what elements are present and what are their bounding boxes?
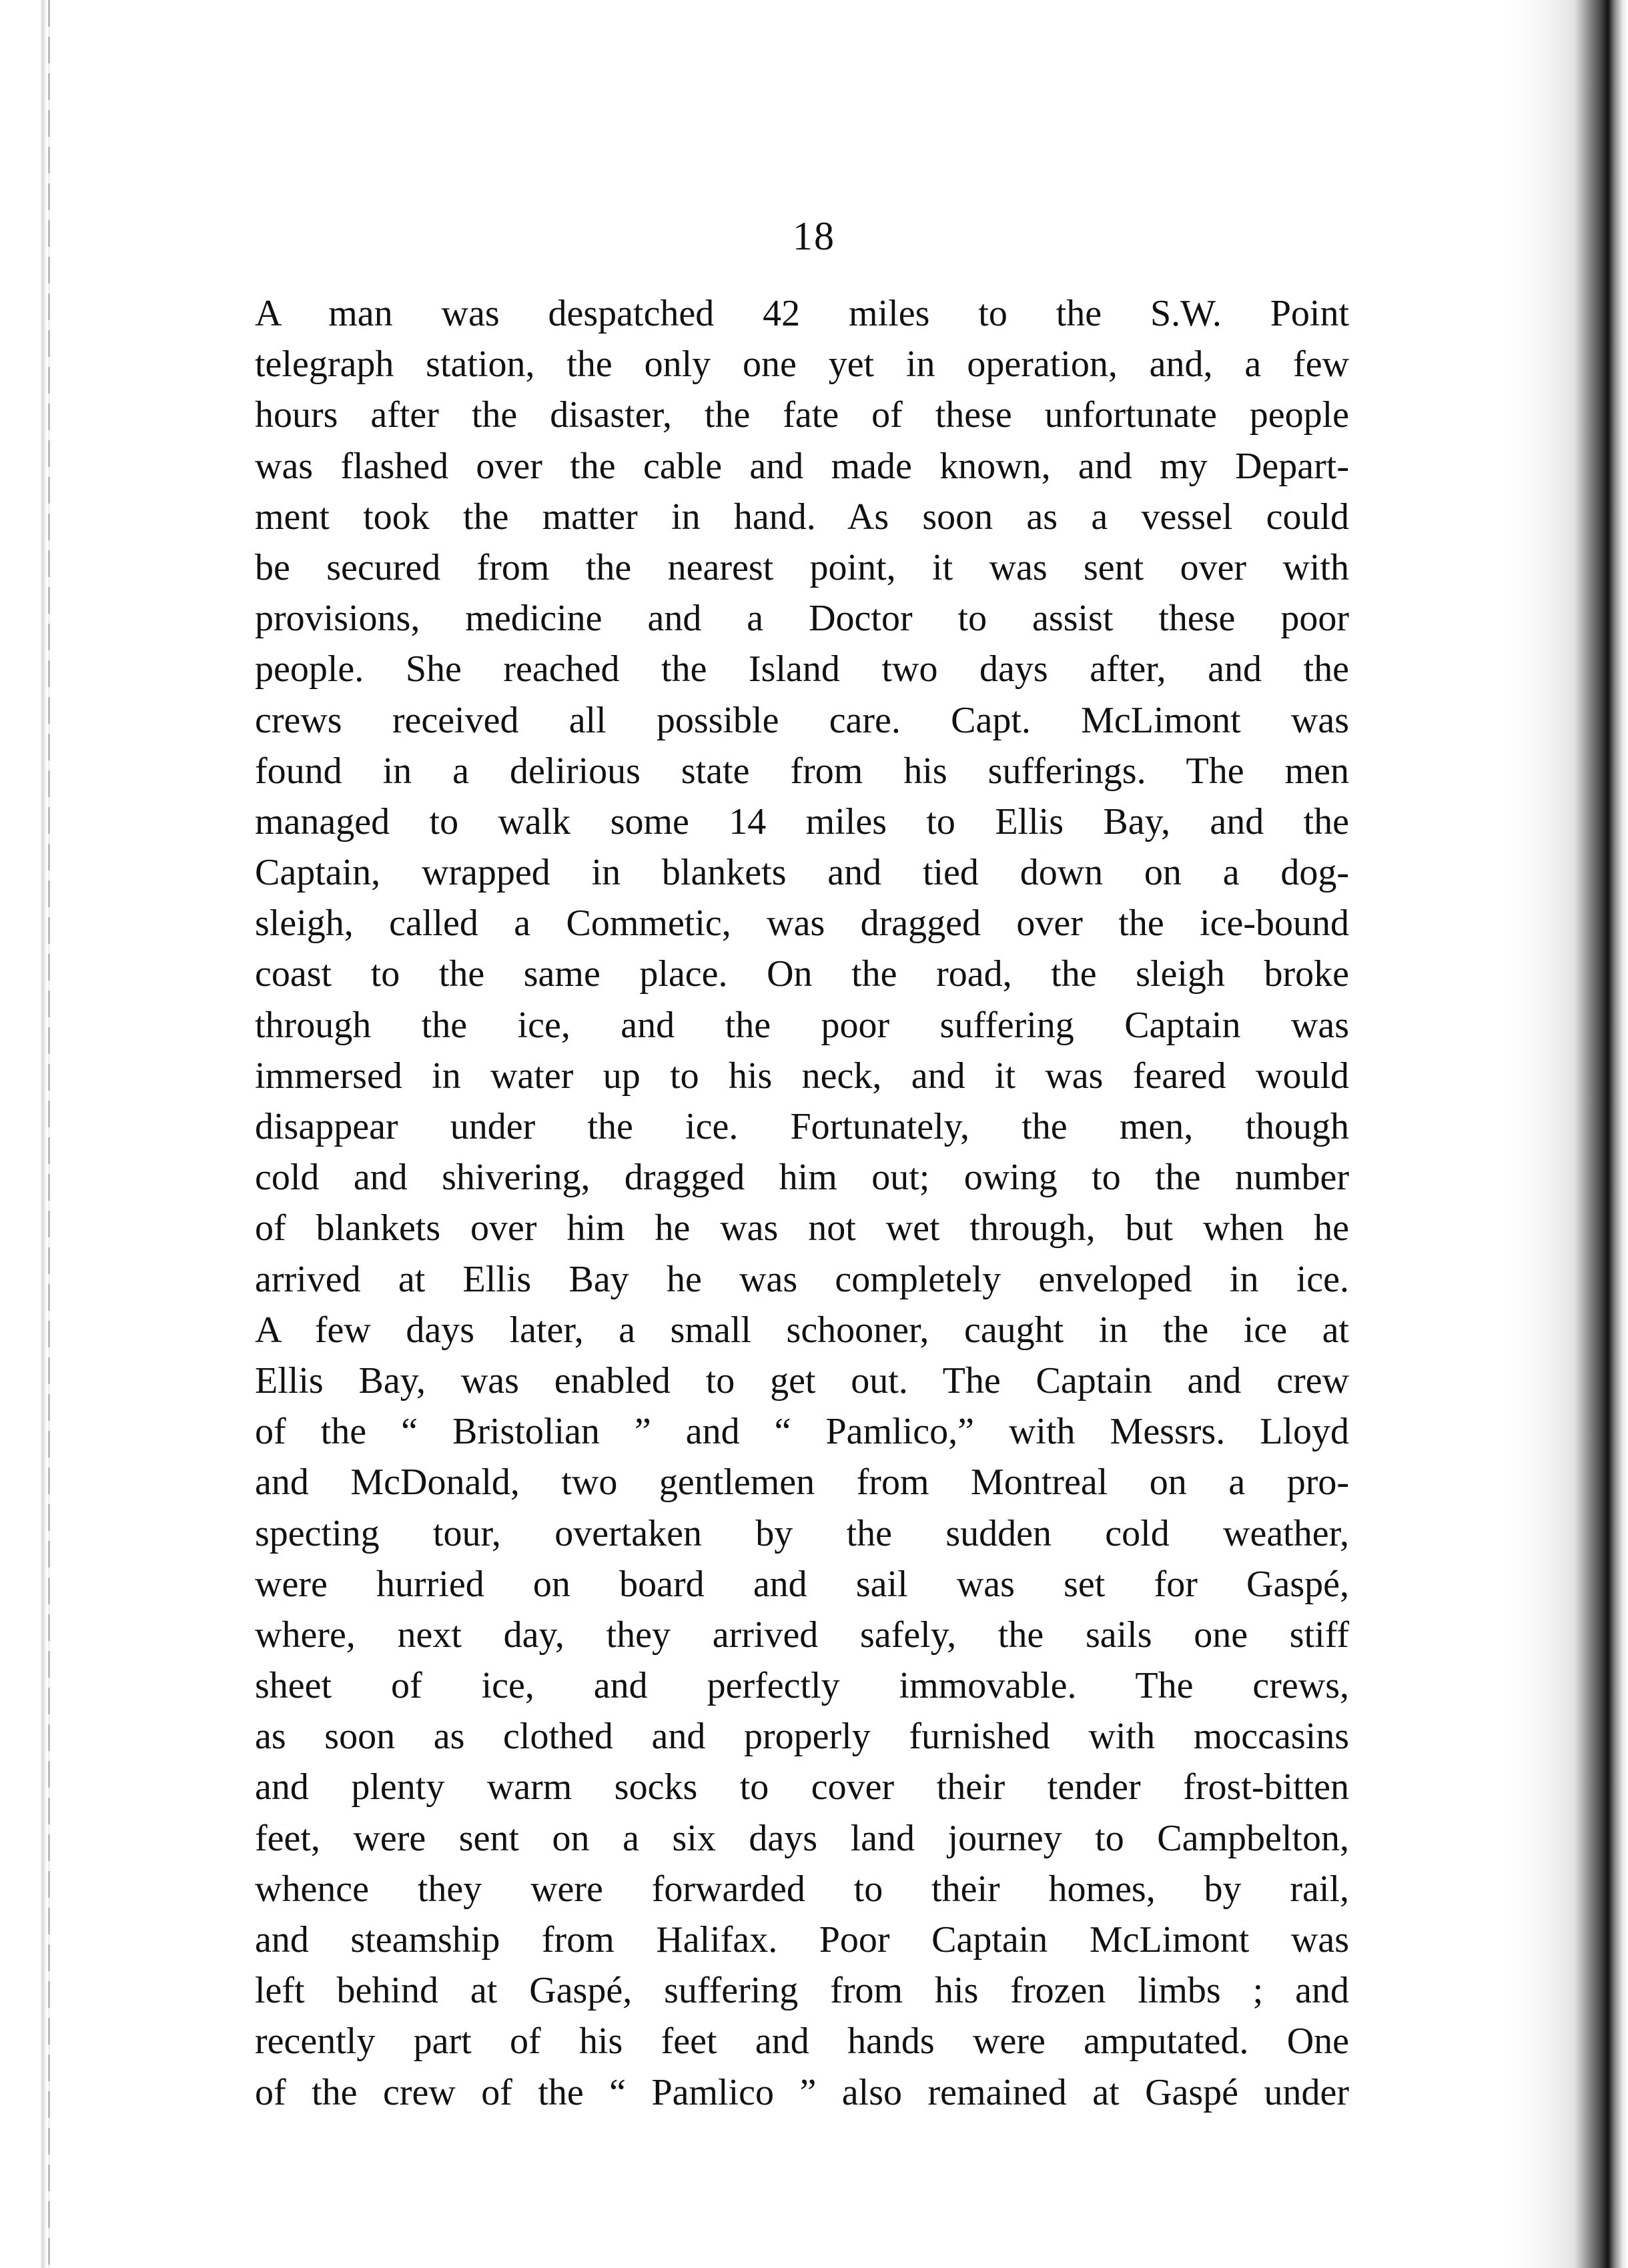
text-line: Captain, wrapped in blankets and tied down on a dog- [255,852,1349,894]
text-line: sleigh, called a Commetic, was dragged over the ice-bound [255,903,1349,945]
text-line: of blankets over him he was not wet through, but when he [255,1207,1349,1249]
text-line: recently part of his feet and hands were amputated. One [255,2021,1349,2063]
text-line: of the “ Bristolian ” and “ Pamlico,” with Messrs. Lloyd [255,1411,1349,1453]
scan-left-margin [0,0,60,2268]
text-line: telegraph station, the only one yet in operation, and, a few [255,344,1349,386]
text-line: hours after the disaster, the fate of these unfortunate people [255,394,1349,436]
text-line: ment took the matter in hand. As soon as a vessel could [255,496,1349,538]
body-text [255,288,1349,2118]
text-line: arrived at Ellis Bay he was completely enveloped in ice. [255,1258,1349,1300]
text-line: crews received all possible care. Capt. McLimont was [255,699,1349,741]
text-line: people. She reached the Island two days after, and the [255,648,1349,690]
text-line: be secured from the nearest point, it was sent over with [255,546,1349,588]
text-line: as soon as clothed and properly furnished with moccasins [255,1716,1349,1758]
text-line: disappear under the ice. Fortunately, the men, though [255,1106,1349,1147]
text-line: sheet of ice, and perfectly immovable. The crews, [255,1665,1349,1707]
text-line: cold and shivering, dragged him out; owing to the number [255,1157,1349,1199]
text-line: A few days later, a small schooner, caught in the ice at [255,1309,1349,1351]
text-line: of the crew of the “ Pamlico ” also remained at Gaspé under [255,2071,1349,2113]
text-line: coast to the same place. On the road, the sleigh broke [255,953,1349,995]
text-line: were hurried on board and sail was set for Gaspé, [255,1563,1349,1605]
page-number: 18 [793,214,835,258]
text-line: where, next day, they arrived safely, the sails one stiff [255,1614,1349,1656]
text-line: Ellis Bay, was enabled to get out. The Captain and crew [255,1359,1349,1401]
text-line: whence they were forwarded to their homes, by rail, [255,1868,1349,1910]
scan-right-binding-edge [1508,0,1628,2268]
text-line: left behind at Gaspé, suffering from his frozen limbs ; and [255,1970,1349,2012]
text-line: and plenty warm socks to cover their tender frost-bitten [255,1766,1349,1808]
text-line: specting tour, overtaken by the sudden cold weather, [255,1512,1349,1554]
text-line: managed to walk some 14 miles to Ellis Bay, and the [255,800,1349,842]
text-line: provisions, medicine and a Doctor to assist these poor [255,598,1349,640]
text-line: found in a delirious state from his sufferings. The men [255,750,1349,792]
text-line: A man was despatched 42 miles to the S.W. Point [255,293,1349,334]
text-line: and steamship from Halifax. Poor Captain McLimont was [255,1919,1349,1960]
text-line: through the ice, and the poor suffering Captain was [255,1004,1349,1046]
text-line: and McDonald, two gentlemen from Montreal on a pro- [255,1462,1349,1504]
text-line: was flashed over the cable and made known, and my Depart- [255,445,1349,487]
text-line: immersed in water up to his neck, and it was feared would [255,1055,1349,1097]
text-line: feet, were sent on a six days land journey to Campbelton, [255,1817,1349,1859]
